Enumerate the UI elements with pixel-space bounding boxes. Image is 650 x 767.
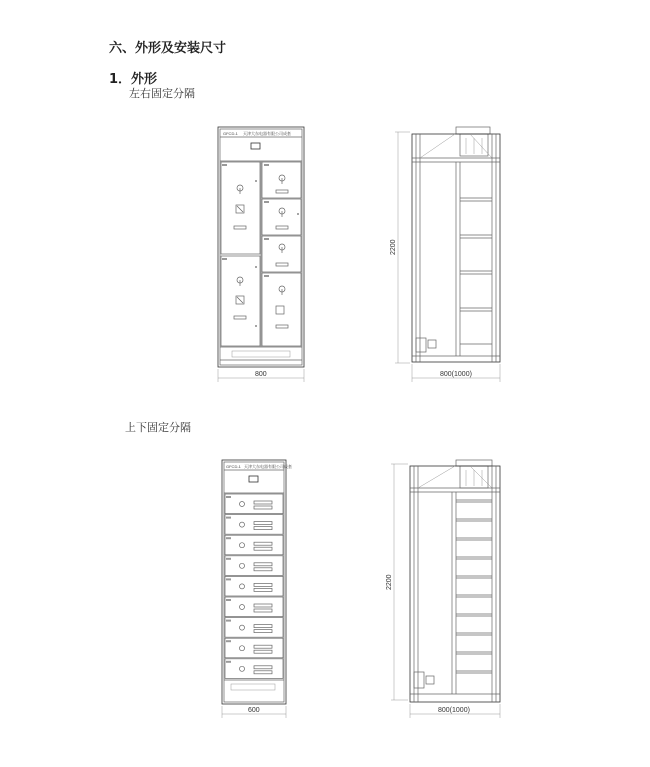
side-depth-dim-tb: 800(1000)	[438, 707, 470, 714]
front-model-tb: GFCD-1	[226, 464, 241, 469]
front-width-dim-tb: 600	[248, 707, 260, 714]
front-maker-lr: 天津大东电器有限公司成套	[243, 131, 291, 136]
front-model-lr: GFCD-1	[223, 131, 238, 136]
front-maker-tb: 天津大东电器有限公司成套	[244, 464, 292, 469]
variant-2-caption: 上下固定分隔	[125, 421, 191, 434]
side-depth-dim-lr: 800(1000)	[440, 371, 472, 378]
side-height-dim-lr: 2200	[390, 239, 397, 255]
subsection-title: 1．外形	[109, 72, 158, 87]
front-width-dim-lr: 800	[255, 371, 267, 378]
section-title: 六、外形及安装尺寸	[109, 41, 227, 56]
variant-1-caption: 左右固定分隔	[129, 87, 195, 100]
side-height-dim-tb: 2200	[386, 574, 393, 590]
